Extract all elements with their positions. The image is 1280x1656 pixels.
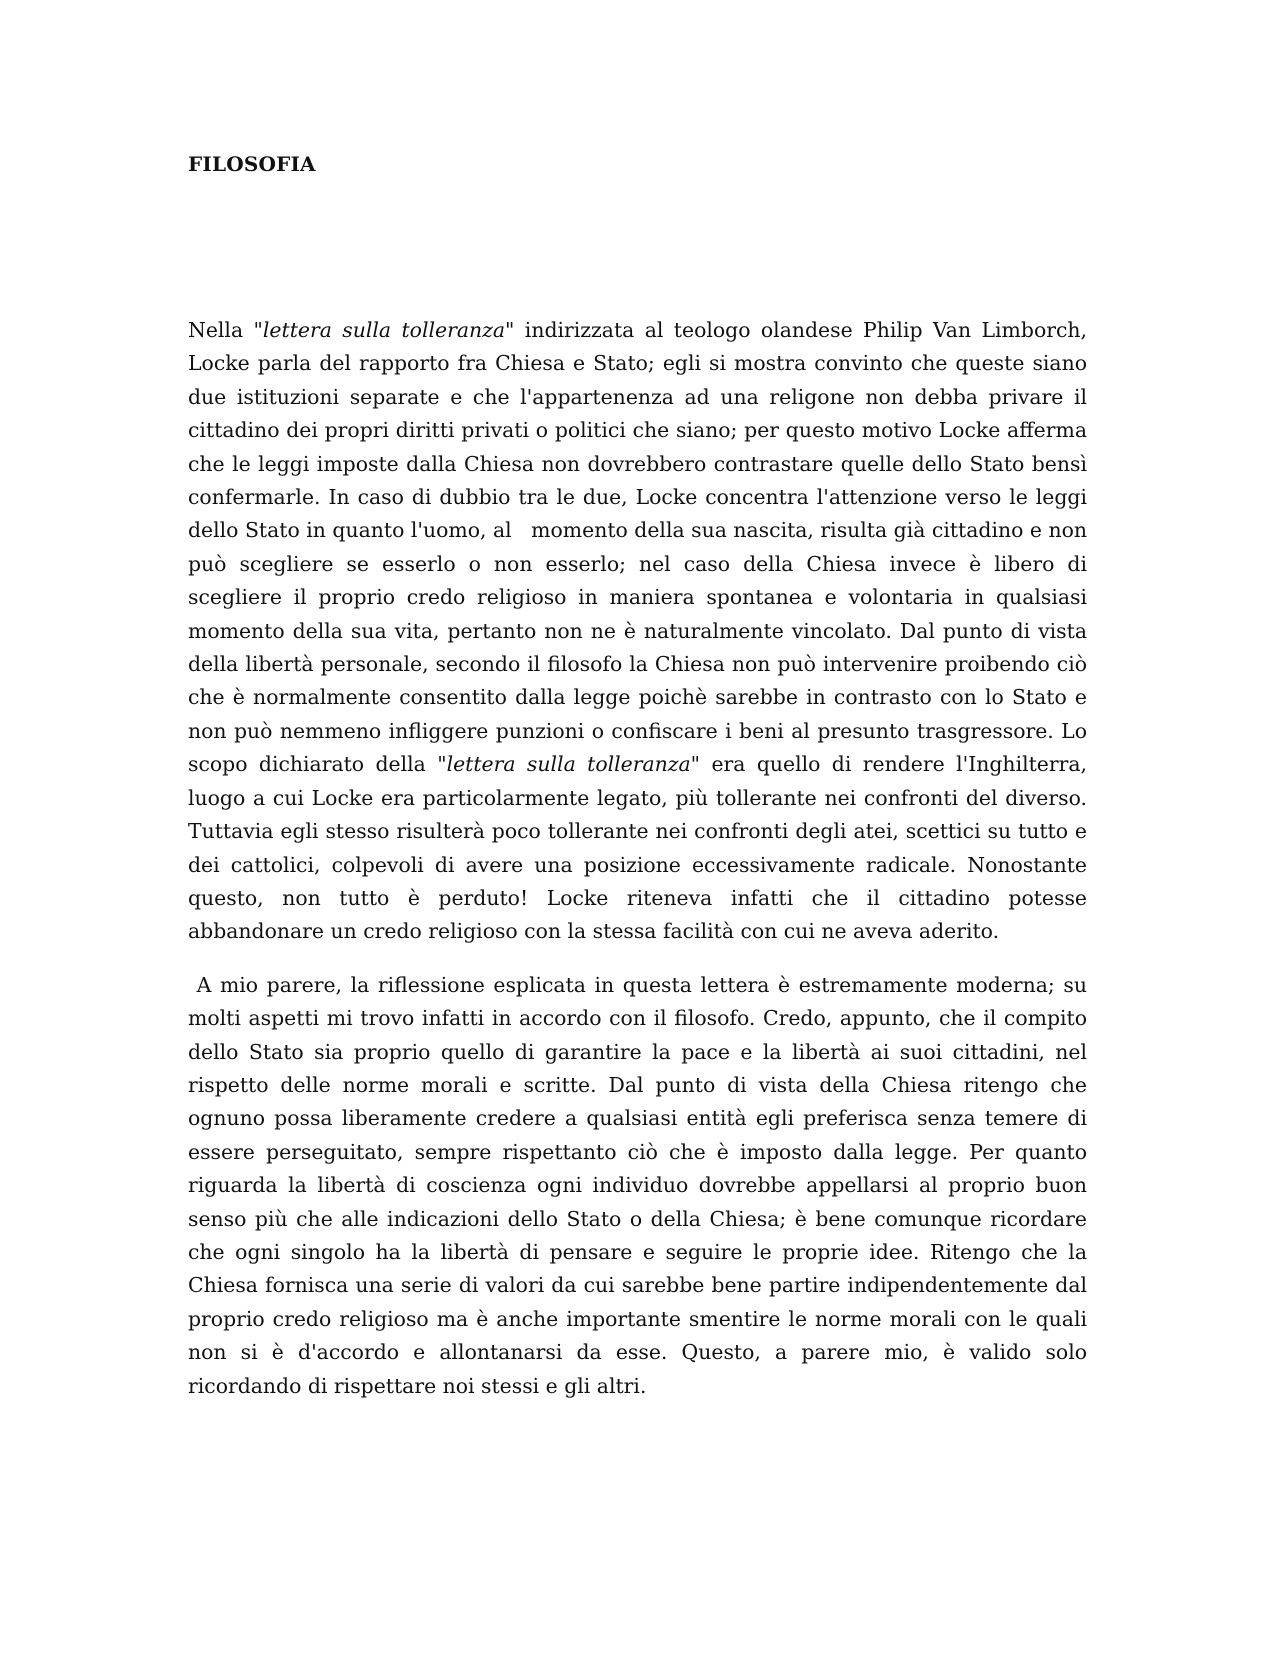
paragraph-1-text-1: Nella <box>188 318 254 342</box>
paragraph-locke-summary <box>188 314 1094 949</box>
italic-title-lettera-2: "lettera sulla tolleranza" <box>437 752 701 777</box>
paragraph-1-text-3: era quello di rendere l'Inghilterra, luogo a cui Locke era particolarmente legato, più tollerante nei confronti del diverso. Tuttavia egli stesso risulterà poco tollerante nei confronti degli atei, scettici su tutto e dei cattolici, colpevoli di avere una posizione eccessivamente radicale. Nonostante questo, non tutto è perduto! Locke riteneva infatti che il cittadino potesse abbandonare un credo religioso con la stessa facilità con cui ne aveva aderito. <box>188 752 1094 944</box>
document-title: FILOSOFIA <box>188 152 316 176</box>
paragraph-1-text-2: indirizzata al teologo olandese Philip Van Limborch, Locke parla del rapporto fra Chiesa e Stato; egli si mostra convinto che queste siano due istituzioni separate e che l'appartenenza ad una religone non debba privare il cittadino dei propri diritti privati o politici che siano; per questo motivo Locke afferma che le leggi imposte dalla Chiesa non dovrebbero contrastare quelle dello Stato bensì confermarle. In caso di dubbio tra le due, Locke concentra l'attenzione verso le leggi dello Stato in quanto l'uomo, al momento della sua nascita, risulta già cittadino e non può scegliere se esserlo o non esserlo; nel caso della Chiesa invece è libero di scegliere il proprio credo religioso in maniera spontanea e volontaria in qualsiasi momento della sua vita, pertanto non ne è naturalmente vincolato. Dal punto di vista della libertà personale, secondo il filosofo la Chiesa non può intervenire proibendo ciò che è normalmente consentito dalla legge poichè sarebbe in contrasto con lo Stato e non può nemmeno infliggere punzioni o confiscare i beni al presunto trasgressore. Lo scopo dichiarato della <box>188 318 1094 777</box>
italic-title-lettera-1: "lettera sulla tolleranza" <box>253 318 515 342</box>
document-body <box>188 314 1094 1403</box>
paragraph-personal-opinion: A mio parere, la riflessione esplicata in questa lettera è estremamente moderna; su molti aspetti mi trovo infatti in accordo con il filosofo. Credo, appunto, che il compito dello Stato sia proprio quello di garantire la pace e la libertà ai suoi cittadini, nel rispetto delle norme morali e scritte. Dal punto di vista della Chiesa ritengo che ognuno possa liberamente credere a qualsiasi entità egli preferisca senza temere di essere perseguitato, sempre rispettanto ciò che è imposto dalla legge. Per quanto riguarda la libertà di coscienza ogni individuo dovrebbe appellarsi al proprio buon senso più che alle indicazioni dello Stato o della Chiesa; è bene comunque ricordare che ogni singolo ha la libertà di pensare e seguire le proprie idee. Ritengo che la Chiesa fornisca una serie di valori da cui sarebbe bene partire indipendentemente dal proprio credo religioso ma è anche importante smentire le norme morali con le quali non si è d'accordo e allontanarsi da esse. Questo, a parere mio, è valido solo ricordando di rispettare noi stessi e gli altri. <box>188 972 1094 1398</box>
